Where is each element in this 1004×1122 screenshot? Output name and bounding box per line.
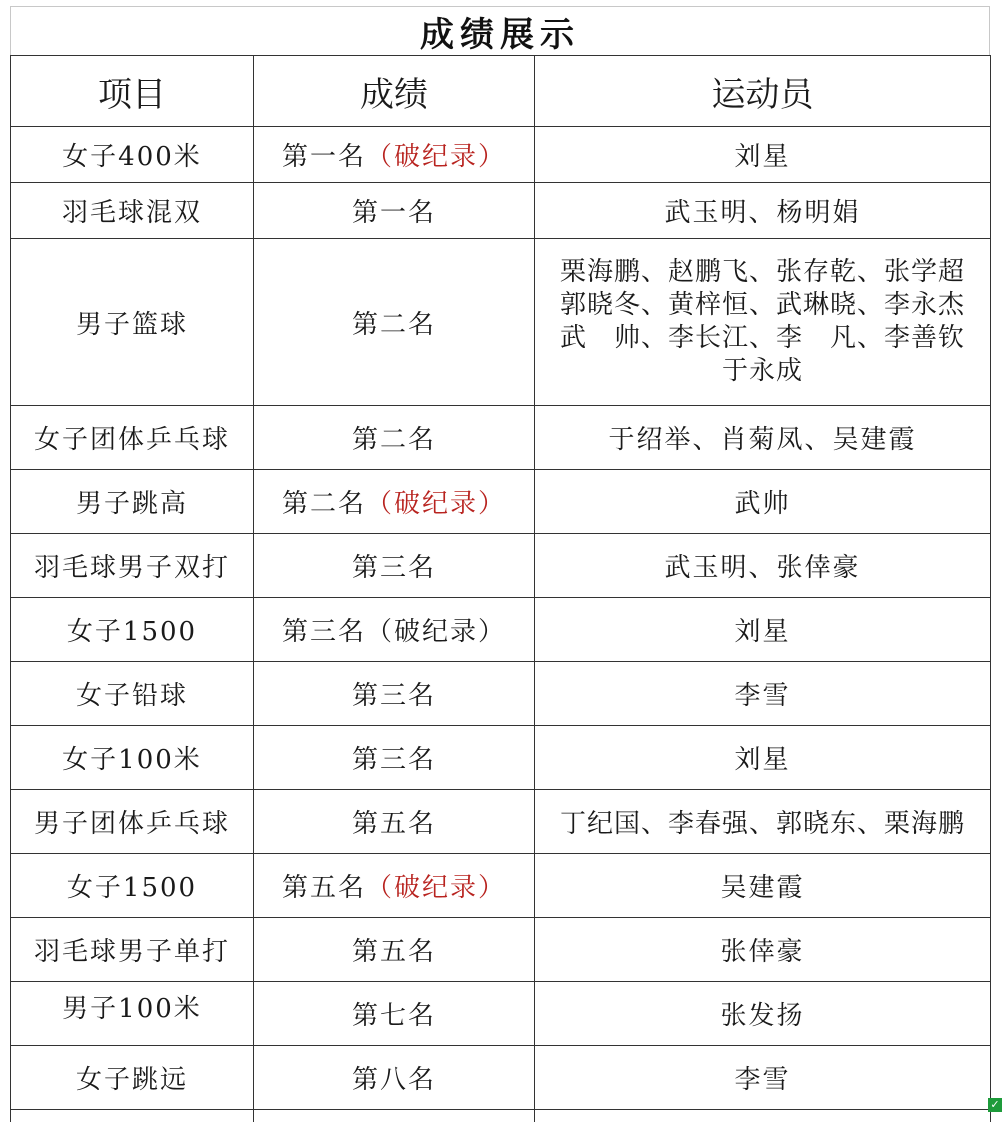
table-row bbox=[11, 918, 991, 982]
record-note: （破纪录） bbox=[366, 142, 506, 172]
table-row bbox=[11, 406, 991, 470]
result-cell: 第五名 bbox=[254, 790, 535, 854]
continuation-row bbox=[11, 1110, 991, 1122]
athletes-cell: 丁纪国、李春强、郭晓东、栗海鹏 bbox=[535, 790, 991, 854]
result-cell bbox=[254, 470, 535, 534]
result-text: 第二名 bbox=[282, 489, 366, 519]
result-cell: 第七名 bbox=[254, 982, 535, 1046]
event-cell: 女子1500 bbox=[11, 854, 254, 918]
result-cell bbox=[254, 127, 535, 183]
result-cell: 第三名 bbox=[254, 662, 535, 726]
table-row bbox=[11, 662, 991, 726]
athletes-line: 于永成 bbox=[535, 355, 990, 388]
table-row bbox=[11, 183, 991, 239]
event-cell: 男子跳高 bbox=[11, 470, 254, 534]
header-result: 成绩 bbox=[254, 56, 535, 127]
record-note: （破纪录） bbox=[366, 489, 506, 519]
result-text: 第三名 bbox=[282, 617, 366, 647]
table-row bbox=[11, 598, 991, 662]
result-cell: 第三名 bbox=[254, 534, 535, 598]
event-cell: 羽毛球混双 bbox=[11, 183, 254, 239]
athletes-cell: 刘星 bbox=[535, 127, 991, 183]
header-athletes: 运动员 bbox=[535, 56, 991, 127]
result-cell bbox=[254, 598, 535, 662]
event-cell: 羽毛球男子双打 bbox=[11, 534, 254, 598]
athletes-cell: 武帅 bbox=[535, 470, 991, 534]
event-cell: 女子400米 bbox=[11, 127, 254, 183]
event-cell: 男子100米 bbox=[11, 982, 254, 1046]
event-cell: 羽毛球男子单打 bbox=[11, 918, 254, 982]
athletes-cell: 武玉明、张倖豪 bbox=[535, 534, 991, 598]
empty-cell bbox=[11, 1110, 254, 1122]
event-cell: 女子铅球 bbox=[11, 662, 254, 726]
results-table bbox=[10, 55, 991, 1122]
athletes-cell: 吴建霞 bbox=[535, 854, 991, 918]
result-cell: 第八名 bbox=[254, 1046, 535, 1110]
empty-cell bbox=[254, 1110, 535, 1122]
record-note: （破纪录） bbox=[366, 873, 506, 903]
athletes-cell: 李雪 bbox=[535, 1046, 991, 1110]
table-row bbox=[11, 726, 991, 790]
athletes-cell: 李雪 bbox=[535, 662, 991, 726]
table-row bbox=[11, 127, 991, 183]
table-row bbox=[11, 854, 991, 918]
result-text: 第一名 bbox=[282, 142, 366, 172]
athletes-cell: 刘星 bbox=[535, 726, 991, 790]
table-row bbox=[11, 1046, 991, 1110]
result-cell bbox=[254, 854, 535, 918]
table-row bbox=[11, 982, 991, 1046]
athletes-cell: 于绍举、肖菊凤、吴建霞 bbox=[535, 406, 991, 470]
event-cell: 女子100米 bbox=[11, 726, 254, 790]
table-row bbox=[11, 790, 991, 854]
athletes-cell: 张发扬 bbox=[535, 982, 991, 1046]
result-cell: 第二名 bbox=[254, 406, 535, 470]
event-cell: 女子团体乒乓球 bbox=[11, 406, 254, 470]
table-row bbox=[11, 239, 991, 406]
empty-cell bbox=[535, 1110, 991, 1122]
event-cell: 男子篮球 bbox=[11, 239, 254, 406]
event-cell: 女子跳远 bbox=[11, 1046, 254, 1110]
results-sheet bbox=[10, 6, 990, 1122]
event-cell: 女子1500 bbox=[11, 598, 254, 662]
athletes-cell: 刘星 bbox=[535, 598, 991, 662]
athletes-cell bbox=[535, 239, 991, 406]
record-note: （破纪录） bbox=[366, 617, 506, 647]
result-text: 第五名 bbox=[282, 873, 366, 903]
table-row bbox=[11, 470, 991, 534]
result-cell: 第五名 bbox=[254, 918, 535, 982]
header-row bbox=[11, 56, 991, 127]
athletes-cell: 武玉明、杨明娟 bbox=[535, 183, 991, 239]
athletes-line: 武 帅、李长江、李 凡、李善钦 bbox=[535, 322, 990, 355]
check-icon: ✓ bbox=[988, 1098, 1002, 1112]
result-cell: 第一名 bbox=[254, 183, 535, 239]
table-row bbox=[11, 534, 991, 598]
athletes-line: 郭晓冬、黄梓恒、武琳晓、李永杰 bbox=[535, 289, 990, 322]
header-event: 项目 bbox=[11, 56, 254, 127]
page-title: 成绩展示 bbox=[10, 6, 990, 55]
result-cell: 第二名 bbox=[254, 239, 535, 406]
athletes-cell: 张倖豪 bbox=[535, 918, 991, 982]
event-cell: 男子团体乒乓球 bbox=[11, 790, 254, 854]
result-cell: 第三名 bbox=[254, 726, 535, 790]
athletes-line: 栗海鹏、赵鹏飞、张存乾、张学超 bbox=[535, 256, 990, 289]
